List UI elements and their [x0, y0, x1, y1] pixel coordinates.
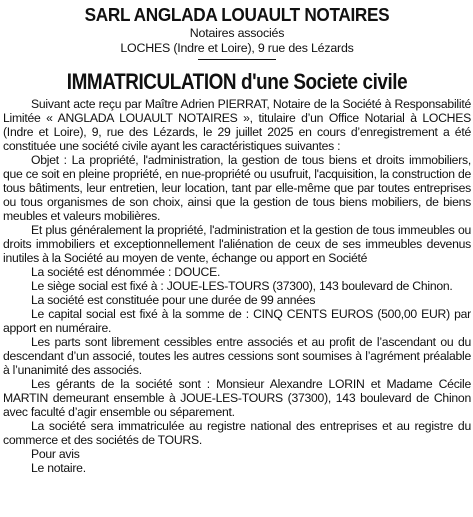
- siege-paragraph: Le siège social est fixé à : JOUE-LES-TOURS (37300), 143 boulevard de Chinon.: [31, 279, 453, 293]
- parts-paragraph: Les parts sont librement cessibles entre associés et au profit de l’ascendant ou du descendant d’un associé, toutes les autres cessions sont soumises à l’agrément préalable à l’unanimité des associés.: [3, 335, 471, 377]
- objet-paragraph: Objet : La propriété, l'administration, la gestion de tous biens et droits immobiliers, que ce soit en pleine propriété, en nue-propriété ou usufruit, l'acquisition, la construction de tous bâtiments, leur entretien, leur location, tant par elle-même que par toutes entreprises ou tous organismes de son choix, ainsi que la gestion de tous biens mobiliers, de biens meubles et valeurs mobilières.: [3, 153, 471, 223]
- capital-paragraph: Le capital social est fixé à la somme de : CINQ CENTS EUROS (500,00 EUR) par apport en numéraire.: [3, 307, 471, 335]
- gerants-paragraph: Les gérants de la société sont : Monsieur Alexandre LORIN et Madame Cécile MARTIN demeurant ensemble à JOUE-LES-TOURS (37300), 143 boulevard de Chinon avec faculté d’agir ensemble ou séparement.: [3, 377, 471, 419]
- pour-avis: Pour avis: [31, 447, 80, 461]
- immatriculation-paragraph: La société sera immatriculée au registre national des entreprises et au registre du commerce et des sociétés de TOURS.: [3, 419, 471, 447]
- firm-address: LOCHES (Indre et Loire), 9 rue des Lézards: [120, 41, 354, 55]
- intro-paragraph: Suivant acte reçu par Maître Adrien PIERRAT, Notaire de la Société à Responsabilité Limitée « ANGLADA LOUAULT NOTAIRES », titulaire d’un Office Notarial à LOCHES (Indre et Loire), 9, rue des Lézards, le 29 juillet 2025 en cours d’enregistrement a été constituée une société civile ayant les caractéristiques suivantes :: [3, 97, 471, 153]
- notice-body: [3, 97, 471, 475]
- denomination-paragraph: La société est dénommée : DOUCE.: [31, 265, 221, 279]
- general-paragraph: Et plus généralement la propriété, l'administration et la gestion de tous immeubles ou droits immobiliers et exceptionnellement l'aliénation de ceux de ses immeubles devenus inutiles à la Société au moyen de vente, échange ou apport en Société: [3, 223, 471, 265]
- signature: Le notaire.: [31, 461, 86, 475]
- duree-paragraph: La société est constituée pour une durée de 99 années: [31, 293, 316, 307]
- notice-title: IMMATRICULATION d'une Societe civile: [66, 69, 408, 94]
- divider-rule: [198, 59, 276, 60]
- firm-name: SARL ANGLADA LOUAULT NOTAIRES: [84, 4, 390, 25]
- firm-subtitle: Notaires associés: [189, 26, 285, 40]
